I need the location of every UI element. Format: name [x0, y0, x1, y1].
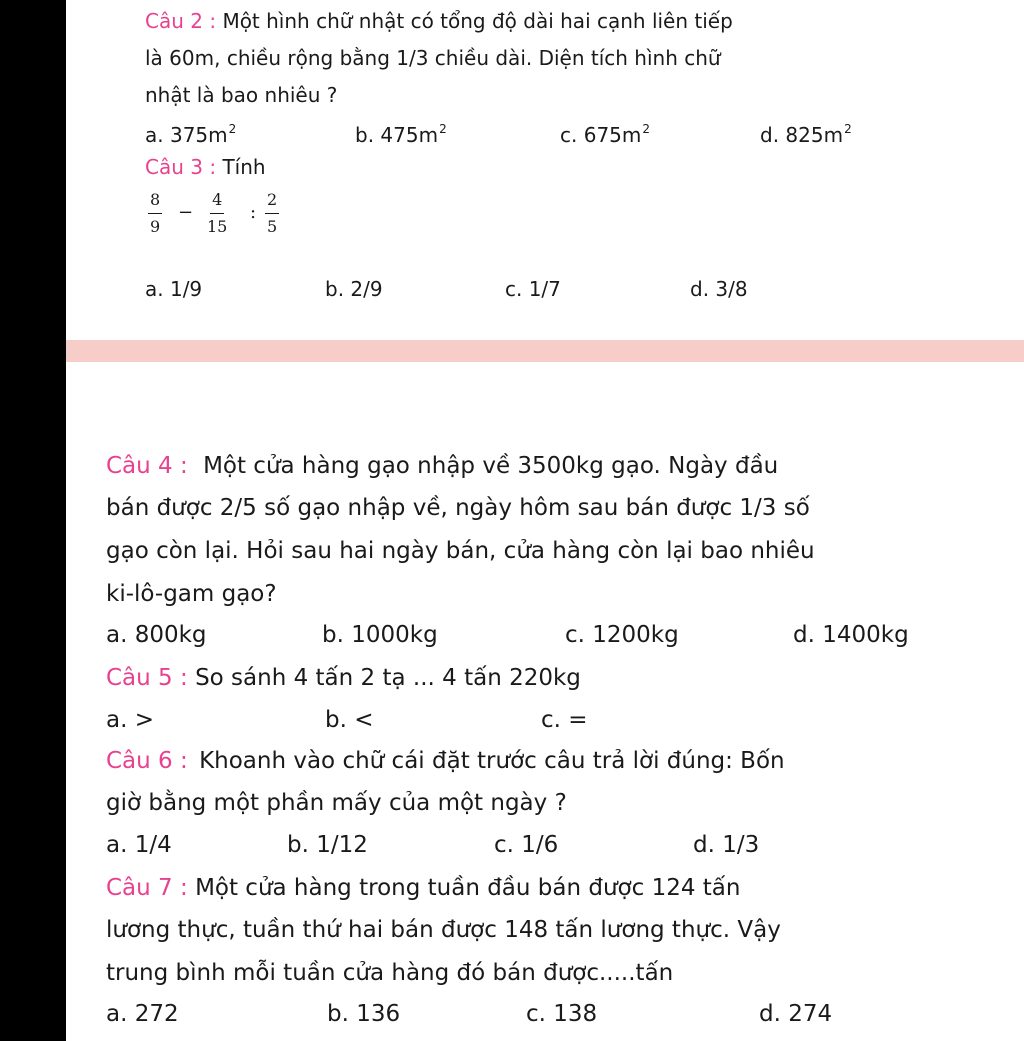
question-3-option-c[interactable]: c. 1/7	[505, 277, 561, 301]
question-4-option-c[interactable]: c. 1200kg	[565, 622, 679, 648]
question-6-line-2: giờ bằng một phần mấy của một ngày ?	[106, 790, 567, 816]
fraction-2-5: $\frac{2}{5}$	[267, 190, 278, 236]
section-divider-band	[66, 340, 1024, 362]
question-3-option-b[interactable]: b. 2/9	[325, 277, 383, 301]
question-6-option-d[interactable]: d. 1/3	[693, 832, 760, 858]
divide-operator: :	[250, 202, 257, 223]
question-7-option-c[interactable]: c. 138	[526, 1001, 598, 1027]
question-7-label: Câu 7 :	[106, 875, 188, 901]
question-7-line-3: trung bình mỗi tuần cửa hàng đó bán được.....tấn	[106, 960, 674, 986]
fraction-8-9: $\frac{8}{9}$	[150, 190, 161, 236]
question-4-option-a[interactable]: a. 800kg	[106, 622, 207, 648]
question-4-line-2: bán được 2/5 số gạo nhập về, ngày hôm sau bán được 1/3 số	[106, 495, 810, 521]
question-3-label: Câu 3 :	[145, 155, 217, 179]
question-2-line-3: nhật là bao nhiêu ?	[145, 83, 338, 107]
question-7-line-1: Một cửa hàng trong tuần đầu bán được 124 tấn	[195, 875, 741, 901]
question-4-line-3: gạo còn lại. Hỏi sau hai ngày bán, cửa hàng còn lại bao nhiêu	[106, 538, 815, 564]
question-5-option-a[interactable]: a. >	[106, 707, 154, 733]
question-3-option-a[interactable]: a. 1/9	[145, 277, 203, 301]
question-4-option-d[interactable]: d. 1400kg	[793, 622, 909, 648]
question-5-text: So sánh 4 tấn 2 tạ ... 4 tấn 220kg	[195, 665, 581, 691]
question-3-text: Tính	[222, 155, 266, 179]
question-4-line-1: Một cửa hàng gạo nhập về 3500kg gạo. Ngày đầu	[203, 453, 779, 479]
question-3-option-d[interactable]: d. 3/8	[690, 277, 748, 301]
question-2-label: Câu 2 :	[145, 9, 217, 33]
question-7-option-b[interactable]: b. 136	[327, 1001, 401, 1027]
question-5-option-b[interactable]: b. <	[325, 707, 374, 733]
question-6-option-c[interactable]: c. 1/6	[494, 832, 559, 858]
question-2-option-a[interactable]: a. $375m^2$	[145, 122, 237, 147]
question-6-label: Câu 6 :	[106, 748, 188, 774]
question-6-option-a[interactable]: a. 1/4	[106, 832, 172, 858]
question-4-option-b[interactable]: b. 1000kg	[322, 622, 438, 648]
question-2-option-d[interactable]: d. $825m^2$	[760, 122, 852, 147]
question-2-option-c[interactable]: c. $675m^2$	[560, 122, 651, 147]
question-6-line-1: Khoanh vào chữ cái đặt trước câu trả lời đúng: Bốn	[199, 748, 785, 774]
question-4-line-4: ki-lô-gam gạo?	[106, 581, 277, 607]
question-5-option-c[interactable]: c. =	[541, 707, 588, 733]
question-2-option-b[interactable]: b. $475m^2$	[355, 122, 447, 147]
question-2-line-1: Một hình chữ nhật có tổng độ dài hai cạnh liên tiếp	[222, 9, 733, 33]
question-7-option-d[interactable]: d. 274	[759, 1001, 833, 1027]
question-4-label: Câu 4 :	[106, 453, 188, 479]
question-2-line-2: là 60m, chiều rộng bằng 1/3 chiều dài. Diện tích hình chữ	[145, 46, 721, 70]
question-7-option-a[interactable]: a. 272	[106, 1001, 179, 1027]
question-6-option-b[interactable]: b. 1/12	[287, 832, 368, 858]
question-5-label: Câu 5 :	[106, 665, 188, 691]
minus-operator: −	[178, 202, 194, 223]
question-7-line-2: lương thực, tuần thứ hai bán được 148 tấn lương thực. Vậy	[106, 917, 781, 943]
fraction-4-15: $\frac{4}{15}$	[207, 190, 228, 236]
